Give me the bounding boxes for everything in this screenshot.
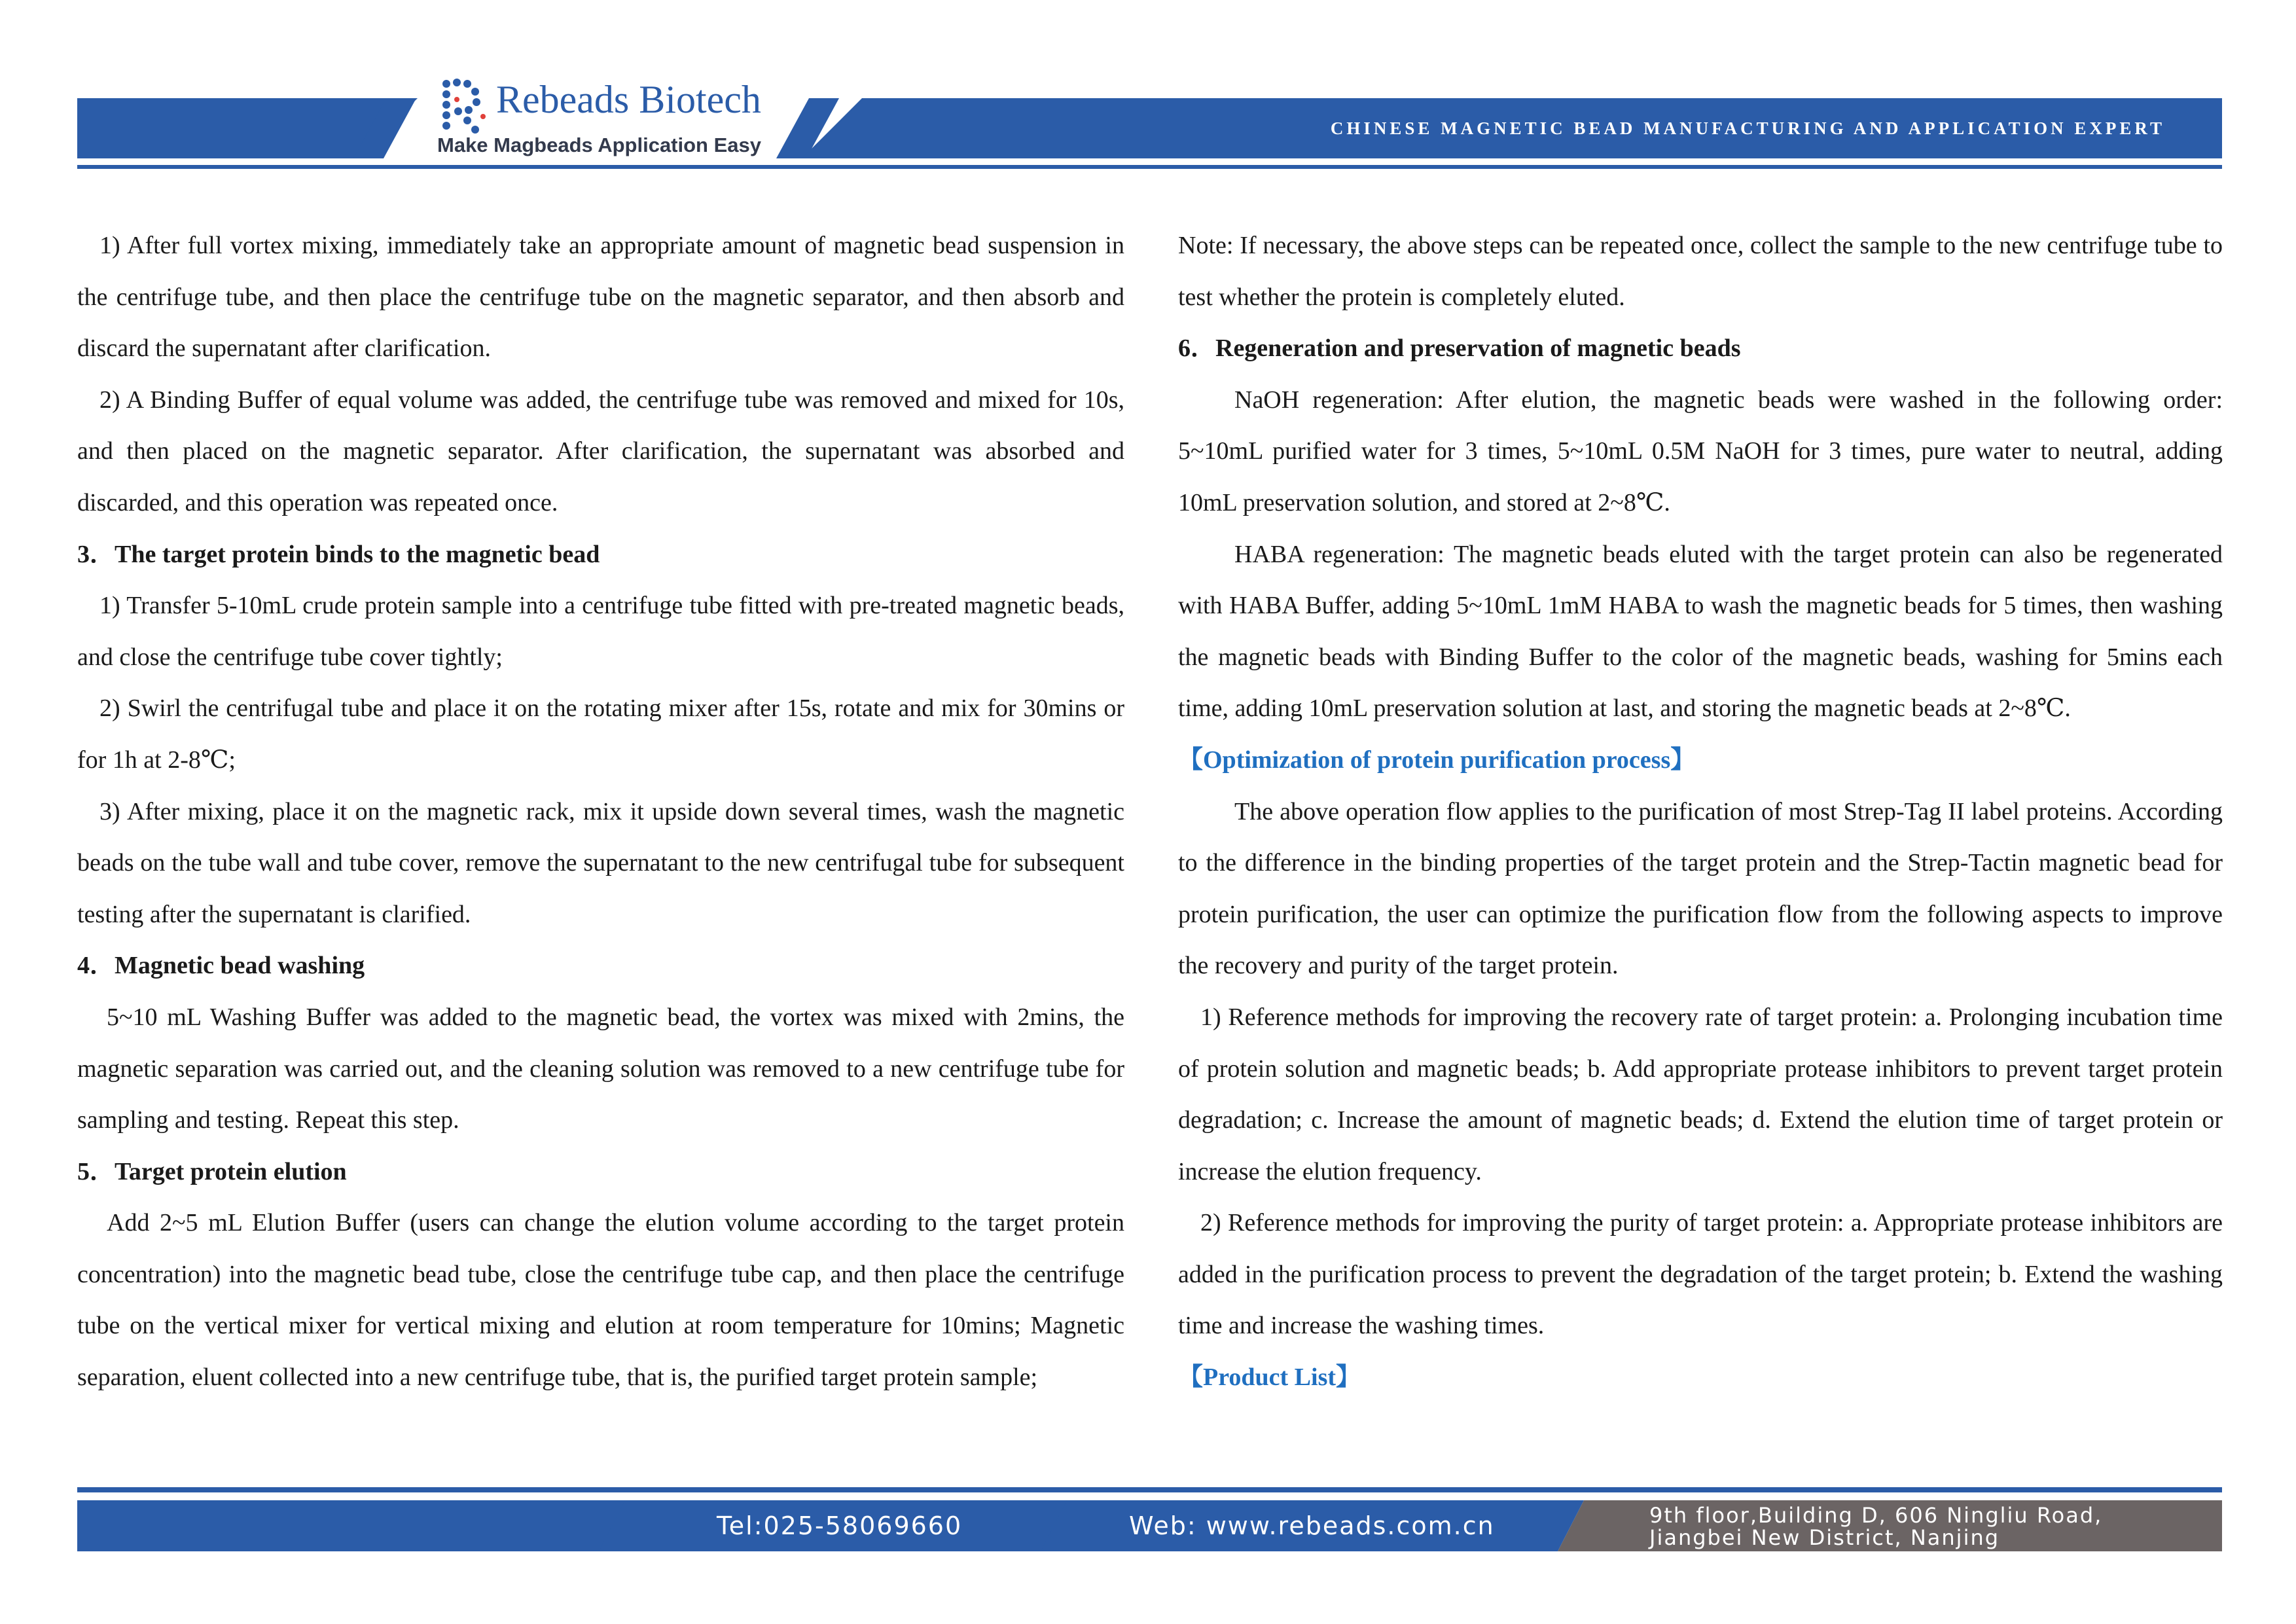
header-tagline: CHINESE MAGNETIC BEAD MANUFACTURING AND APPLICATION EXPERT xyxy=(1330,118,2165,138)
company-logo xyxy=(437,71,804,162)
footer-address xyxy=(1649,1504,2102,1555)
right-column xyxy=(1178,220,2223,1403)
step-paragraph: 2) A Binding Buffer of equal volume was added, the centrifuge tube was removed and mixed for 10s, and then placed on the magnetic separator. After clarification, the supernatant was absorbed and discarded, and this operation was repeated once. xyxy=(77,386,1124,516)
step-paragraph: 2) Swirl the centrifugal tube and place it on the rotating mixer after 15s, rotate and mix for 30mins or for 1h at 2-8℃; xyxy=(77,695,1124,774)
body-paragraph: The above operation flow applies to the purification of most Strep-Tag II label proteins. According to the difference in the binding properties of the target protein and the Strep-Tactin magnetic bead for protein purification, the user can optimize the purification flow from the following aspects to improve the recovery and purity of the target protein. xyxy=(1178,797,2223,980)
footer-address-line: Jiangbei New District, Nanjing xyxy=(1649,1525,2000,1550)
footer-address-line: 9th floor,Building D, 606 Ningliu Road, xyxy=(1649,1503,2103,1528)
rebeads-logo-icon xyxy=(437,77,492,136)
body-paragraph: Add 2~5 mL Elution Buffer (users can change the elution volume according to the target protein concentration) into the magnetic bead tube, close the centrifuge tube cap, and then place the centrifuge tube on the vertical mixer for vertical mixing and elution at room temperature for 10mins; Magnetic separation, eluent collected into a new centrifuge tube, that is, the purified target protein sample; xyxy=(77,1209,1124,1392)
section-heading-regeneration: 6．Regeneration and preservation of magnetic beads xyxy=(1178,334,1741,363)
footer-rule xyxy=(77,1487,2222,1492)
step-paragraph: 2) Reference methods for improving the purity of target protein: a. Appropriate protease inhibitors are added in the purification process to prevent the degradation of the target protein; b. Extend the washing time and increase the washing times. xyxy=(1178,1209,2223,1340)
step-paragraph: 1) Reference methods for improving the recovery rate of target protein: a. Prolonging incubation time of protein solution and magnetic beads; b. Add appropriate protease inhibitors to prevent target protein degradation; c. Increase the amount of magnetic beads; d. Extend the elution time of target protein or increase the elution frequency. xyxy=(1178,1003,2223,1185)
step-paragraph: 1) After full vortex mixing, immediately take an appropriate amount of magnetic bead suspension in the centrifuge tube, and then place the centrifuge tube on the magnetic separator, and then absorb and discard the supernatant after clarification. xyxy=(77,232,1124,363)
section-heading-washing: 4．Magnetic bead washing xyxy=(77,952,365,980)
body-paragraph: HABA regeneration: The magnetic beads eluted with the target protein can also be regenerated with HABA Buffer, adding 5~10mL 1mM HABA to wash the magnetic beads for 5 times, then washing the magnetic beads with Binding Buffer to the color of the magnetic beads, washing for 5mins each time, adding 10mL preservation solution at last, and storing the magnetic beads at 2~8℃. xyxy=(1178,540,2223,723)
optimization-heading: 【Optimization of protein purification process】 xyxy=(1178,746,1696,774)
brand-name: Rebeads Biotech xyxy=(496,78,761,121)
body-paragraph: 5~10 mL Washing Buffer was added to the magnetic bead, the vortex was mixed with 2mins, the magnetic separation was carried out, and the cleaning solution was removed to a new centrifuge tube for sampling and testing. Repeat this step. xyxy=(77,1003,1124,1134)
section-heading-binding: 3．The target protein binds to the magnetic bead xyxy=(77,540,600,568)
product-list-heading: 【Product List】 xyxy=(1178,1363,1361,1392)
note-paragraph: Note: If necessary, the above steps can be repeated once, collect the sample to the new centrifuge tube to test whether the protein is completely eluted. xyxy=(1178,232,2223,311)
footer-phone: Tel:025-58069660 xyxy=(717,1511,963,1540)
step-paragraph: 3) After mixing, place it on the magnetic rack, mix it upside down several times, wash the magnetic beads on the tube wall and tube cover, remove the supernatant to the new centrifugal tube for subsequent testing after the supernatant is clarified. xyxy=(77,797,1124,928)
footer-website: Web: www.rebeads.com.cn xyxy=(1129,1511,1495,1540)
left-column xyxy=(77,220,1124,1403)
section-heading-elution: 5．Target protein elution xyxy=(77,1157,347,1185)
footer-band xyxy=(77,1500,634,1551)
brand-slogan: Make Magbeads Application Easy xyxy=(437,134,762,156)
header-rule xyxy=(77,165,2222,169)
step-paragraph: 1) Transfer 5-10mL crude protein sample into a centrifuge tube fitted with pre-treated magnetic beads, and close the centrifuge tube cover tightly; xyxy=(77,592,1124,671)
body-paragraph: NaOH regeneration: After elution, the magnetic beads were washed in the following order: 5~10mL purified water for 3 times, 5~10mL 0.5M NaOH for 3 times, pure water to neutral, adding 10mL preservation solution, and stored at 2~8℃. xyxy=(1178,386,2223,516)
